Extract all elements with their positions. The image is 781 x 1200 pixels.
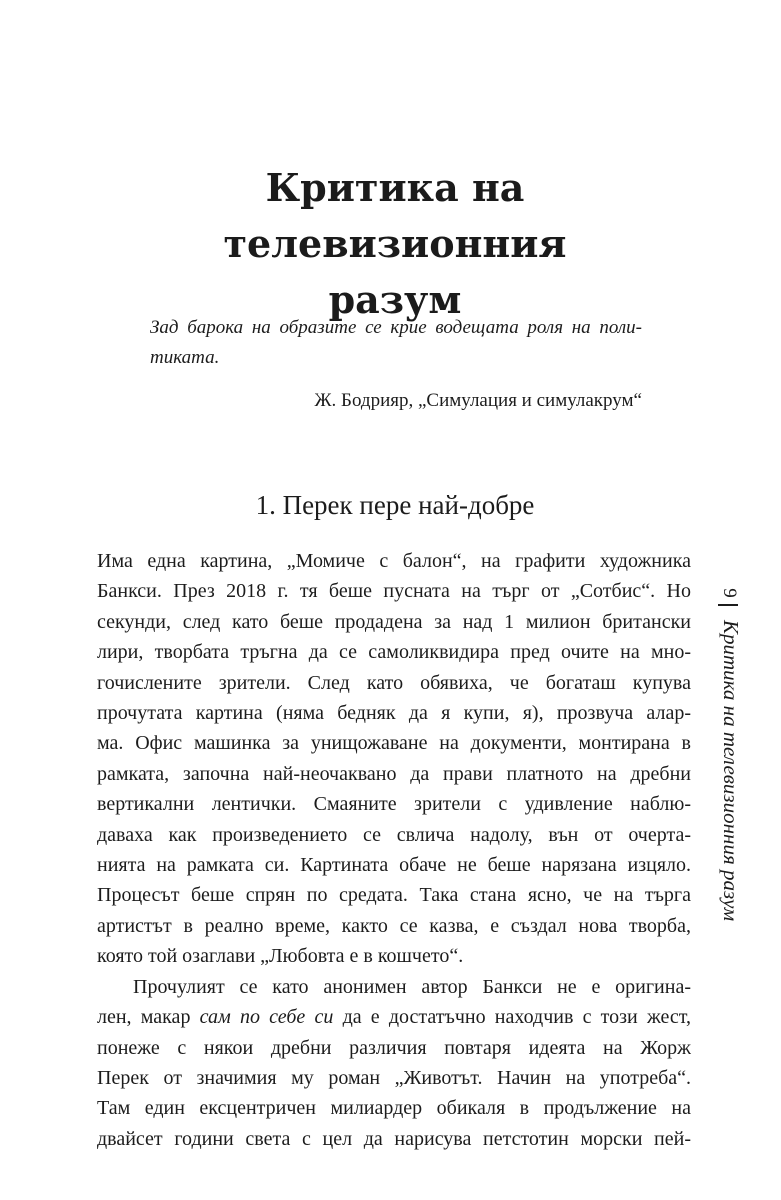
paragraph-line: Перек от значимия му роман „Животът. Начин на употреба“. xyxy=(97,1066,691,1089)
paragraph-line: вертикални лентички. Смаяните зрители с удивление наблю- xyxy=(97,793,691,816)
body-text xyxy=(97,546,691,1154)
margin-divider xyxy=(718,604,738,606)
paragraph-2 xyxy=(97,972,691,1154)
paragraph-line: Процесът беше спрян по средата. Така стана ясно, че на търга xyxy=(97,884,691,907)
epigraph-attribution: Ж. Бодрияр, „Симулация и симулакрум“ xyxy=(314,390,642,411)
paragraph-line: гочислените зрители. След като обявиха, че богаташ купува xyxy=(97,671,691,694)
text-run: лен, макар xyxy=(97,1006,200,1029)
chapter-title xyxy=(95,160,695,328)
paragraph-line: Прочулият се като анонимен автор Банкси не е оригина- xyxy=(133,975,691,998)
paragraph-line: даваха как произведението се свлича надолу, вън от очерта- xyxy=(97,823,691,846)
epigraph-line-2: тиката. xyxy=(150,347,220,368)
epigraph xyxy=(150,313,642,373)
paragraph-line: Банкси. През 2018 г. тя беше пусната на търг от „Сотбис“. Но xyxy=(97,580,691,603)
italic-phrase: сам по себе си xyxy=(199,1006,334,1029)
paragraph-line: Там един ексцентричен милиардер обикаля в продължение на xyxy=(97,1097,691,1120)
paragraph-line: ма. Офис машинка за унищожаване на документи, монтирана в xyxy=(97,732,691,755)
paragraph-line: която той озаглави „Любовта е в кошчето“. xyxy=(97,945,464,968)
paragraph-line: двайсет години света с цел да нарисува петстотин морски пей- xyxy=(97,1127,691,1150)
page-number: 9 xyxy=(719,588,740,598)
paragraph-1 xyxy=(97,546,691,972)
chapter-title-line-1: Критика на телевизионния xyxy=(223,165,567,266)
section-heading: 1. Перек пере най-добре xyxy=(255,490,535,520)
text-run: да е достатъчно находчив с този жест, xyxy=(333,1006,691,1029)
paragraph-line: понеже с някои дребни различия повтаря идеята на Жорж xyxy=(97,1036,691,1059)
paragraph-line xyxy=(97,1002,691,1032)
chapter-title-line-2: разум xyxy=(328,277,462,322)
paragraph-line: нията на рамката си. Картината обаче не беше нарязана изцяло. xyxy=(97,854,691,877)
paragraph-line: артистът в реално време, както се казва, е създал нова творба, xyxy=(97,914,691,937)
paragraph-line: лири, творбата тръгна да се самоликвидира пред очите на мно- xyxy=(97,641,691,664)
paragraph-line: рамката, започна най-неочаквано да прави платното на дребни xyxy=(97,762,691,785)
paragraph-line: прочутата картина (няма бедняк да я купи, я), прозвуча алар- xyxy=(97,702,691,725)
running-head: Критика на телевизионния разум xyxy=(719,620,743,922)
paragraph-line: Има една картина, „Момиче с балон“, на графити художника xyxy=(97,550,691,572)
paragraph-line: секунди, след като беше продадена за над 1 милион британски xyxy=(97,610,691,633)
epigraph-line-1: Зад барока на образите се крие водещата роля на поли- xyxy=(150,317,642,338)
